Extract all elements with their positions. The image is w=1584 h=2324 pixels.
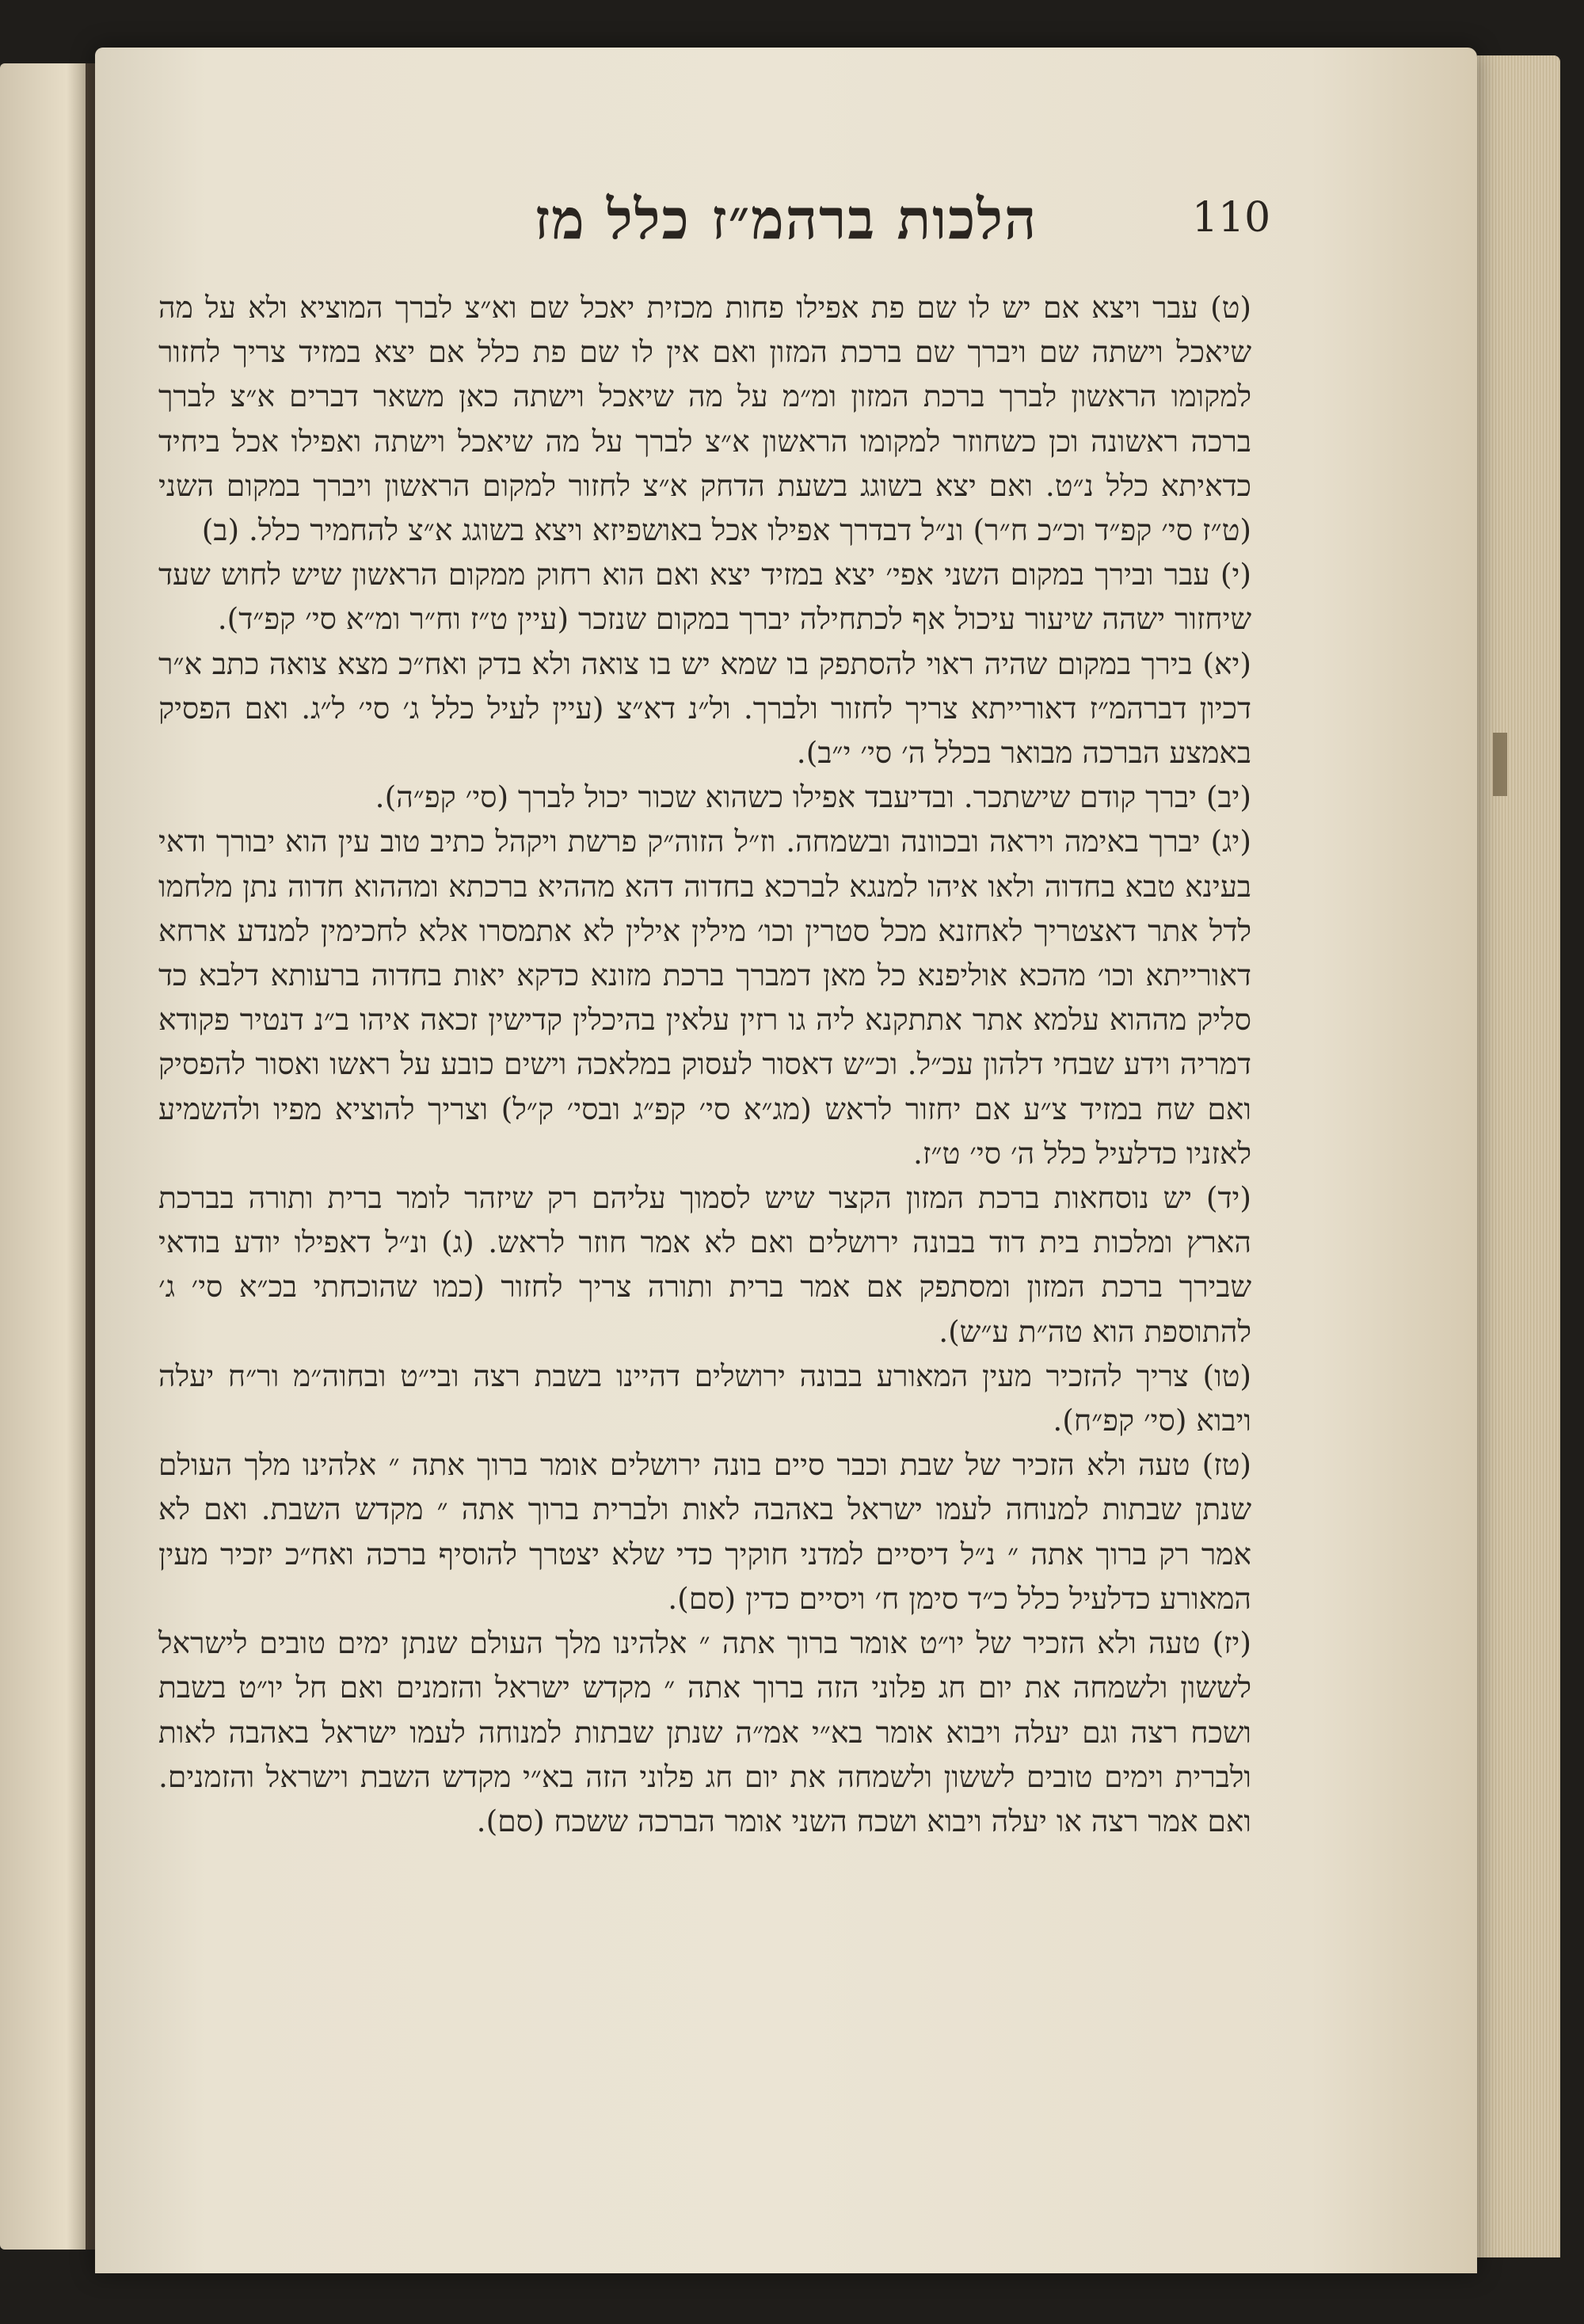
page-number: 110 bbox=[1192, 194, 1271, 242]
previous-page-edge bbox=[0, 63, 95, 2250]
paragraph-15: (טו) צריך להזכיר מעין המאורע בבונה ירושלים דהיינו בשבת רצה ובי״ט ובחוה״מ ור״ח יעלה ויבוא (סי׳ קפ״ח). bbox=[158, 1358, 1251, 1438]
page-header bbox=[95, 178, 1477, 273]
page-stack-edge bbox=[1477, 55, 1560, 2257]
paragraph-16: (טז) טעה ולא הזכיר של שבת וכבר סיים בונה ירושלים אומר ברוך אתה ״ אלהינו מלך העולם שנתן שבתות למנוחה לעמו ישראל באהבה לאות ולברית ברוך אתה ״ מקדש השבת. ואם לא אמר רק ברוך אתה ״ נ״ל דיסיים למדני חוקיך כדי שלא יצטרך להוסיף ברכה ואח״כ יזכיר מעין המאורע כדלעיל כלל כ״ד סימן ח׳ ויסיים כדין (סם). bbox=[158, 1447, 1251, 1616]
paragraph-10: (י) עבר ובירך במקום השני אפי׳ יצא במזיד יצא ואם הוא רחוק ממקום הראשון שיש לחוש שעד שיחזור ישהה שיעור עיכול אף לכתחילה יברך במקום שנזכר (עיין ט״ז וח״ר ומ״א סי׳ קפ״ד). bbox=[158, 557, 1251, 637]
paragraph-13: (יג) יברך באימה ויראה ובכוונה ובשמחה. וז״ל הזוה״ק פרשת ויקהל כתיב טוב עין הוא יבורך ודאי בעינא טבא בחדוה ולאו איהו למנגא לברכא בחדוה דהא מההיא ברכתא ומההוא חדוה נתן מלחמו לדל אתר דאצטריך לאחזנא מכל סטרין וכו׳ מילין אילין לא אתמסרו אלא לחכימין למנדע ארחא דאורייתא וכו׳ מהכא אוליפנא כל מאן דמברך ברכת מזונא כדקא יאות בחדוה ברעותא דלבא כד סליק מההוא עלמא אתר אתתקנא ליה גו רזין עלאין בהיכלין קדישין זכאה איהו ב״נ דנטיר פקודא דמריה וידע שבחי דלהון עכ״ל. וכ״ש דאסור לעסוק במלאכה וישים כובע על ראשו ואסור להפסיק ואם שח במזיד צ״ע אם יחזור לראש (מג״א סי׳ קפ״ג ובסי׳ ק״ל) וצריך להוציא מפיו ולהשמיע לאזניו כדלעיל כלל ה׳ סי׳ ט״ז. bbox=[158, 824, 1251, 1171]
paragraph-11: (יא) בירך במקום שהיה ראוי להסתפק בו שמא יש בו צואה ולא בדק ואח״כ מצא צואה כתב א״ר דכיון דברהמ״ז דאורייתא צריך לחזור ולברך. ול״נ דא״צ (עיין לעיל כלל ג׳ סי׳ ל״ג. ואם הפסיק באמצע הברכה מבואר בכלל ה׳ סי׳ י״ב). bbox=[158, 646, 1251, 771]
running-title: הלכות ברהמ״ז כלל מז bbox=[534, 186, 1038, 252]
paragraph-17: (יז) טעה ולא הזכיר של יו״ט אומר ברוך אתה ״ אלהינו מלך העולם שנתן ימים טובים לישראל לששון ולשמחה את יום חג פלוני הזה ברוך אתה ״ מקדש ישראל והזמנים ואם חל יו״ט בשבת ושכח רצה וגם יעלה ויבוא אומר בא״י אמ״ה שנתן שבתות למנוחה לעמו ישראל באהבה לאות ולברית וימים טובים לששון ולשמחה את יום חג פלוני הזה בא״י מקדש השבת וישראל והזמנים. ואם אמר רצה או יעלה ויבוא ושכח השני אומר הברכה ששכח (סם). bbox=[158, 1625, 1251, 1838]
page-body bbox=[158, 285, 1251, 1843]
paragraph-12: (יב) יברך קודם שישתכר. ובדיעבד אפילו כשהוא שכור יכול לברך (סי׳ קפ״ה). bbox=[375, 779, 1251, 815]
bookmark-tab bbox=[1493, 733, 1507, 796]
paragraph-14: (יד) יש נוסחאות ברכת המזון הקצר שיש לסמוך עליהם רק שיזהר לומר ברית ותורה בברכת הארץ ומלכות בית דוד בבונה ירושלים ואם לא אמר חוזר לראש. (ג) ונ״ל דאפילו יודע בודאי שבירך ברכת המזון ומסתפק אם אמר ברית ותורה צריך לחזור (כמו שהוכחתי בכ״א סי׳ ג׳ להתוספת הוא טה״ת ע״ש). bbox=[158, 1180, 1251, 1349]
paragraph-9: (ט) עבר ויצא אם יש לו שם פת אפילו פחות מכזית יאכל שם וא״צ לברך המוציא ולא על מה שיאכל וישתה שם ויברך שם ברכת המזון ואם אין לו שם פת כלל אם יצא במזיד צריך לחזור למקומו הראשון לברך ברכת המזון ומ״מ על מה שיאכל וישתה כאן משאר דברים א״צ לברך ברכה ראשונה וכן כשחוזר למקומו הראשון א״צ לברך על מה שיאכל וישתה ואפילו אכל ביחיד כדאיתא כלל נ״ט. ואם יצא בשוגג בשעת הדחק א״צ לחזור למקום הראשון ויברך במקום השני (ט״ז סי׳ קפ״ד וכ״כ ח״ר) ונ״ל דבדרך אפילו אכל באושפיזא ויצא בשוגג א״צ להחמיר כלל. (ב) bbox=[158, 290, 1251, 548]
